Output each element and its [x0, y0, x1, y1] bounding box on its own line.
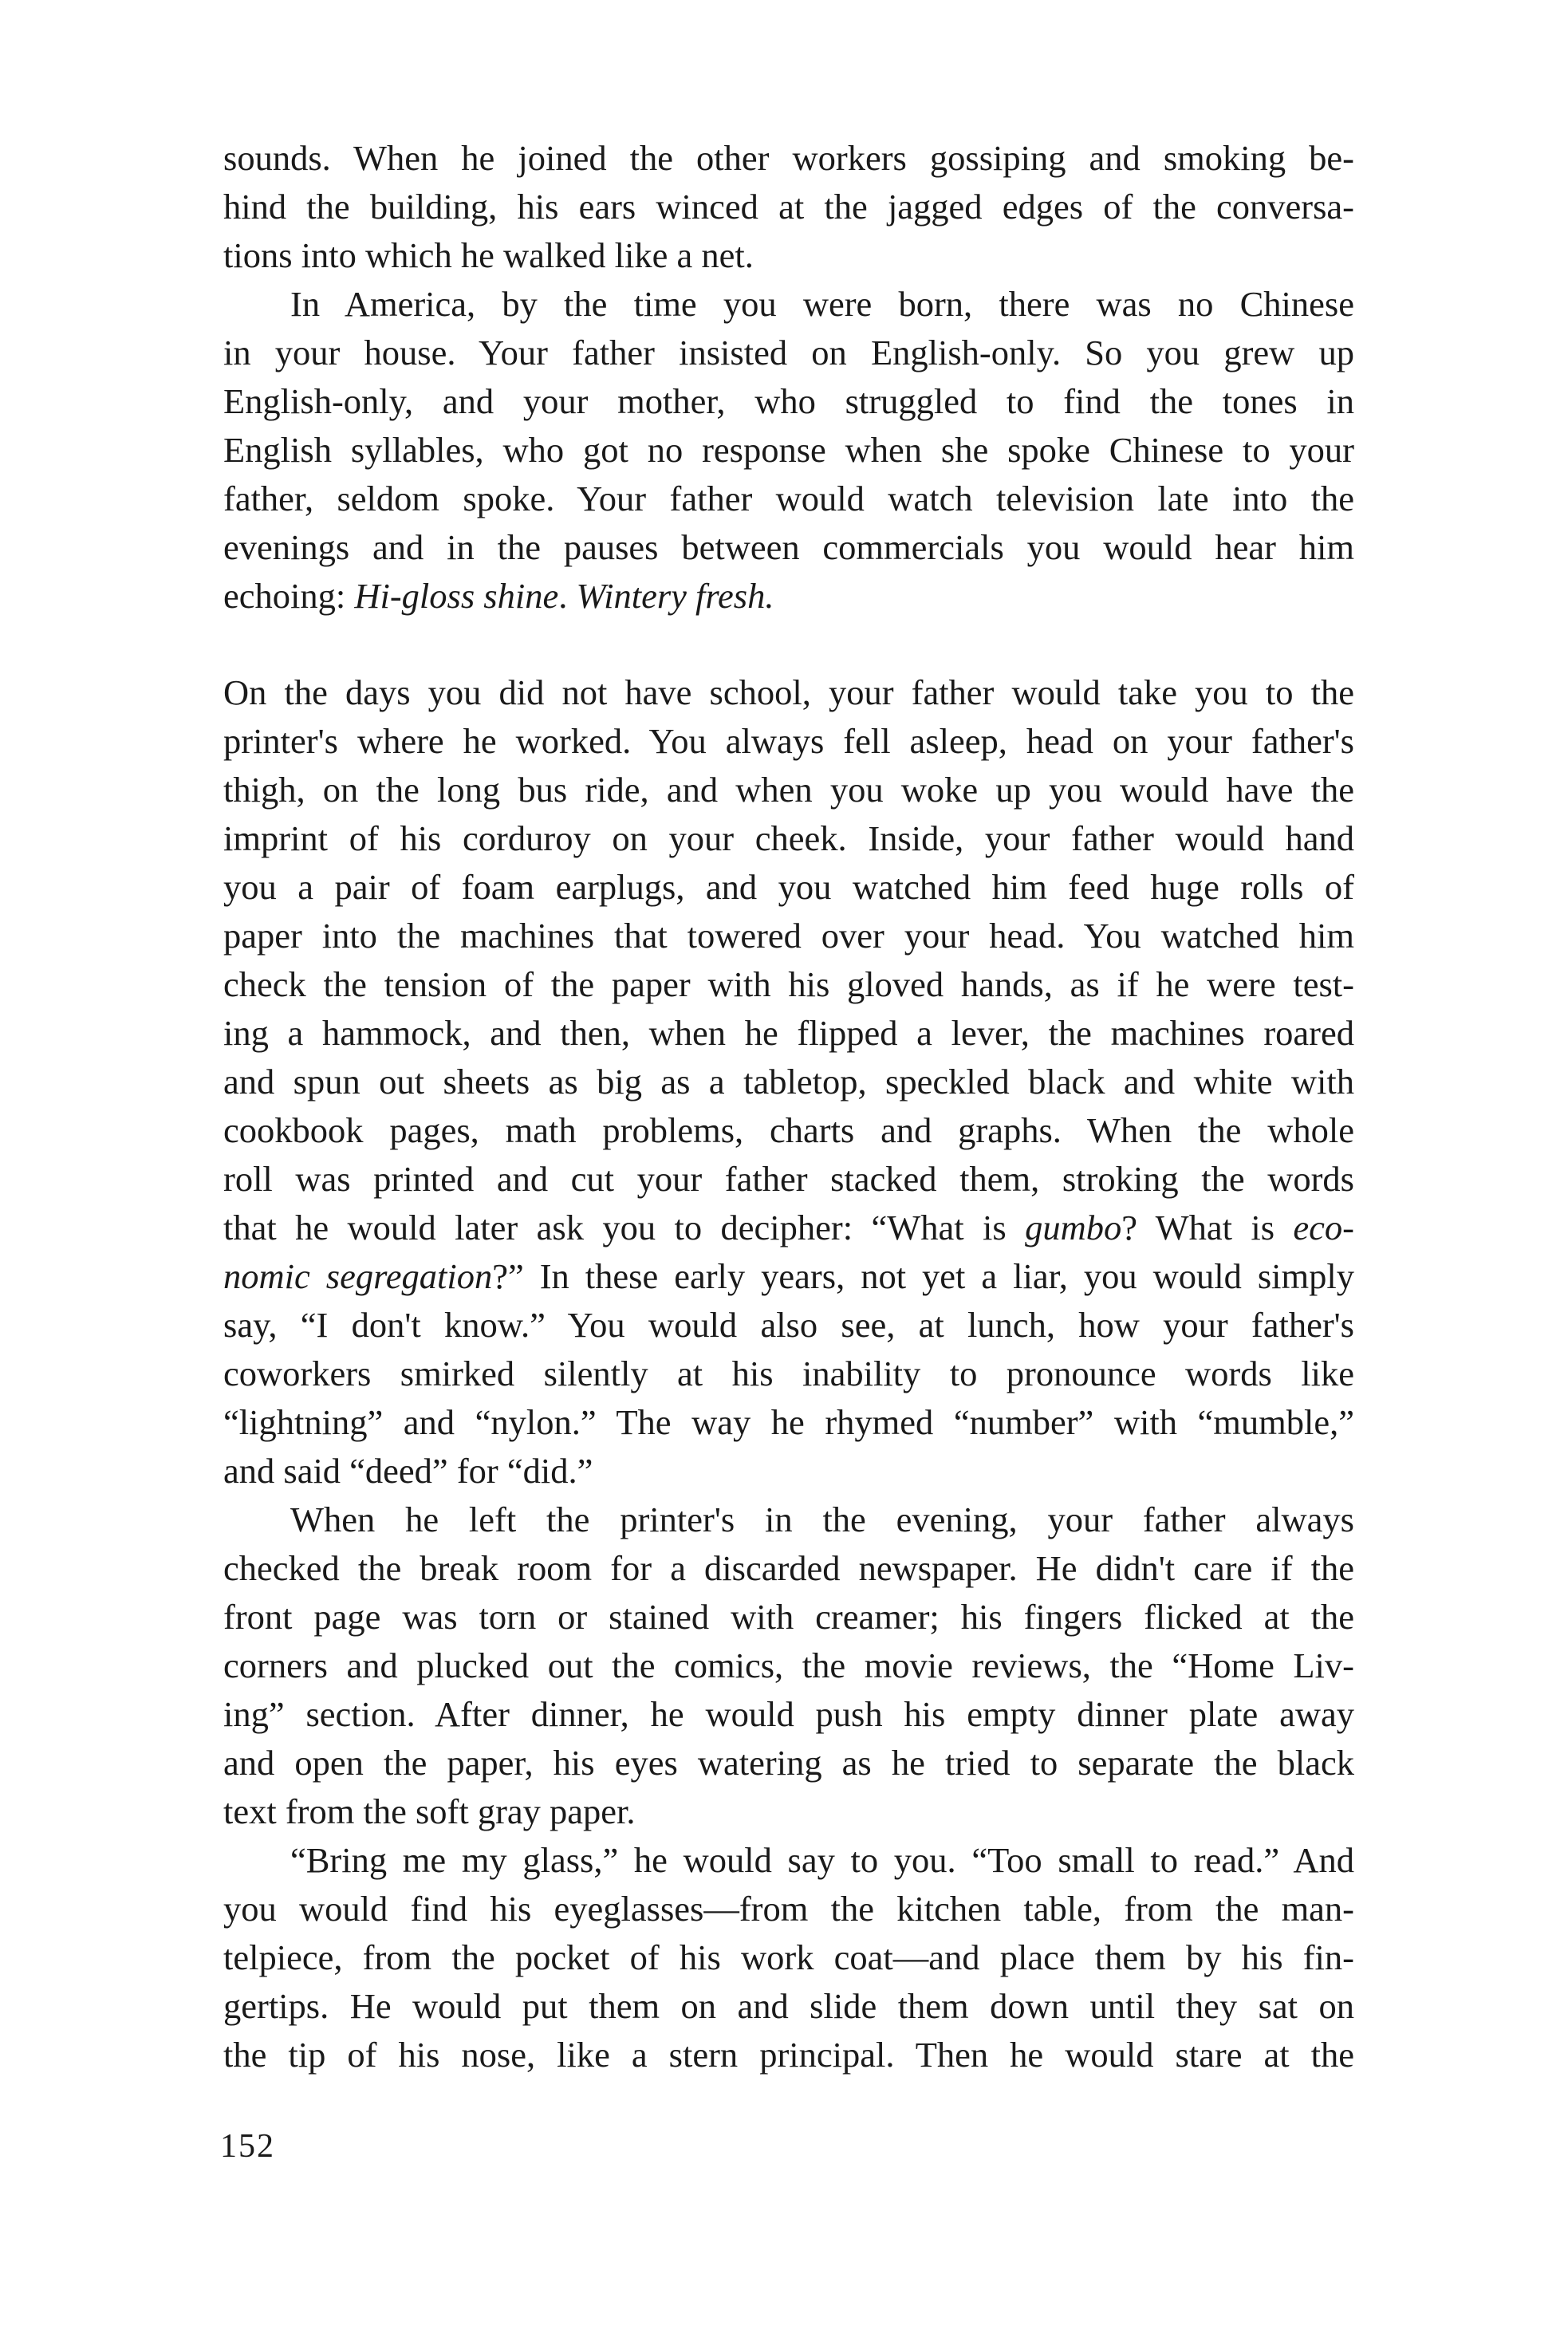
italic-phrase: gumbo — [1025, 1208, 1122, 1247]
text-line: ing” section. After dinner, he would push his empty dinner plate away — [223, 1694, 1354, 1734]
text-line: say, “I don't know.” You would also see, at lunch, how your father's — [223, 1305, 1354, 1345]
text-line: corners and plucked out the comics, the movie reviews, the “Home Liv- — [223, 1645, 1354, 1685]
text-line: sounds. When he joined the other workers gossiping and smoking be- — [223, 138, 1354, 178]
text-line: text from the soft gray paper. — [223, 1791, 636, 1831]
text-line: father, seldom spoke. Your father would watch television late into the — [223, 479, 1354, 518]
text-line: When he left the printer's in the evening, your father always — [290, 1500, 1354, 1539]
text-line: “Bring me my glass,” he would say to you. “Too small to read.” And — [290, 1840, 1354, 1880]
text-line: gertips. He would put them on and slide them down until they sat on — [223, 1986, 1354, 2026]
italic-phrase: Wintery fresh. — [576, 576, 774, 616]
text-line: hind the building, his ears winced at the jagged edges of the conversa- — [223, 187, 1354, 227]
text-line — [223, 1204, 1354, 1252]
paragraph-continued — [223, 134, 1354, 280]
italic-phrase: nomic segregation — [223, 1256, 493, 1296]
text-fragment: ?” In these early years, not yet a liar, you would simply — [492, 1256, 1354, 1296]
text-line: you would find his eyeglasses—from the kitchen table, from the man- — [223, 1889, 1354, 1929]
text-line: English syllables, who got no response when she spoke Chinese to your — [223, 430, 1354, 470]
text-line: evenings and in the pauses between commercials you would hear him — [223, 527, 1354, 567]
text-line: On the days you did not have school, your father would take you to the — [223, 672, 1354, 712]
text-line: roll was printed and cut your father stacked them, stroking the words — [223, 1159, 1354, 1199]
text-line: tions into which he walked like a net. — [223, 235, 754, 275]
text-line: and spun out sheets as big as a tabletop, speckled black and white with — [223, 1062, 1354, 1102]
text-line: imprint of his corduroy on your cheek. Inside, your father would hand — [223, 818, 1354, 858]
text-line: and said “deed” for “did.” — [223, 1451, 593, 1491]
text-line: “lightning” and “nylon.” The way he rhymed “number” with “mumble,” — [223, 1402, 1354, 1442]
text-line — [223, 1252, 1354, 1301]
paragraph-newspaper — [223, 1496, 1354, 1836]
text-line: you a pair of foam earplugs, and you watched him feed huge rolls of — [223, 867, 1354, 907]
text-line: ing a hammock, and then, when he flipped a lever, the machines roared — [223, 1013, 1354, 1053]
text-line: the tip of his nose, like a stern principal. Then he would stare at the — [223, 2035, 1354, 2075]
text-line: front page was torn or stained with creamer; his fingers flicked at the — [223, 1597, 1354, 1637]
text-fragment: echoing: — [223, 576, 355, 616]
paragraph-printers — [223, 668, 1354, 1496]
text-line: paper into the machines that towered over your head. You watched him — [223, 916, 1354, 956]
paragraph-glasses — [223, 1836, 1354, 2079]
text-line: In America, by the time you were born, there was no Chinese — [290, 284, 1354, 324]
text-line: and open the paper, his eyes watering as he tried to separate the black — [223, 1743, 1354, 1783]
text-line — [223, 572, 1354, 621]
text-line: telpiece, from the pocket of his work coat—and place them by his fin- — [223, 1937, 1354, 1977]
text-line: in your house. Your father insisted on English-only. So you grew up — [223, 333, 1354, 372]
paragraph-america — [223, 280, 1354, 621]
page-number: 152 — [220, 2128, 275, 2165]
text-fragment: . — [558, 576, 577, 616]
text-line: checked the break room for a discarded newspaper. He didn't care if the — [223, 1548, 1354, 1588]
text-line: cookbook pages, math problems, charts and graphs. When the whole — [223, 1110, 1354, 1150]
text-block-main — [223, 668, 1354, 2079]
text-line: English-only, and your mother, who struggled to find the tones in — [223, 381, 1354, 421]
text-fragment: that he would later ask you to decipher: “What is — [223, 1208, 1026, 1247]
text-line: check the tension of the paper with his gloved hands, as if he were test- — [223, 964, 1354, 1004]
text-block-top — [223, 134, 1354, 621]
text-line: coworkers smirked silently at his inability to pronounce words like — [223, 1354, 1354, 1393]
italic-phrase: eco- — [1293, 1208, 1354, 1247]
text-line: thigh, on the long bus ride, and when you woke up you would have the — [223, 770, 1354, 810]
text-fragment: ? What is — [1121, 1208, 1294, 1247]
italic-phrase: Hi-gloss shine — [354, 576, 559, 616]
text-line: printer's where he worked. You always fell asleep, head on your father's — [223, 721, 1354, 761]
